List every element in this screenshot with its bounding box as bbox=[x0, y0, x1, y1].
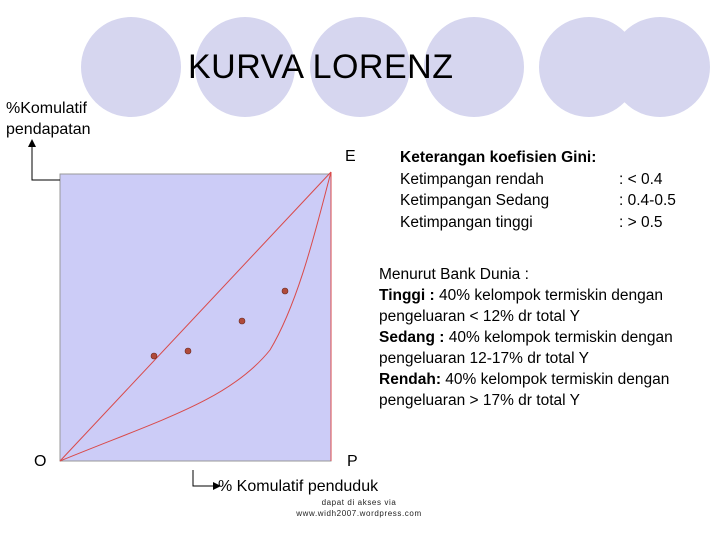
y-axis-arrow bbox=[28, 139, 36, 147]
y-axis-label-line2: pendapatan bbox=[6, 121, 91, 138]
data-point bbox=[151, 353, 157, 359]
label-o: O bbox=[34, 453, 47, 470]
criteria-sedang-key: Sedang : bbox=[379, 329, 445, 346]
source-note bbox=[288, 497, 430, 519]
criteria-rendah bbox=[379, 369, 719, 411]
world-bank-criteria bbox=[379, 264, 719, 411]
criteria-rendah-key: Rendah: bbox=[379, 371, 441, 388]
gini-row-value: : < 0.4 bbox=[619, 170, 663, 188]
data-point bbox=[239, 318, 245, 324]
criteria-rendah-text: 40% kelompok termiskin dengan pengeluaran > 17% dr total Y bbox=[379, 371, 670, 409]
gini-heading: Keterangan koefisien Gini: bbox=[400, 149, 597, 166]
x-axis-label: % Komulatif penduduk bbox=[218, 478, 379, 495]
gini-row-label: Ketimpangan tinggi bbox=[400, 213, 533, 231]
criteria-tinggi-text: 40% kelompok termiskin dengan pengeluaran < 12% dr total Y bbox=[379, 287, 664, 325]
gini-row-label: Ketimpangan rendah bbox=[400, 170, 544, 188]
source-line2: www.widh2007.wordpress.com bbox=[296, 509, 422, 518]
gini-row bbox=[400, 169, 676, 191]
y-axis-label bbox=[6, 98, 91, 140]
gini-row-label: Ketimpangan Sedang bbox=[400, 192, 550, 209]
source-line1: dapat di akses via bbox=[321, 498, 397, 507]
x-axis-bracket bbox=[193, 470, 215, 486]
gini-row-value: : > 0.5 bbox=[619, 213, 663, 231]
data-point bbox=[282, 288, 288, 294]
gini-row-value: : 0.4-0.5 bbox=[619, 192, 676, 209]
y-axis-label-line1: %Komulatif bbox=[6, 100, 87, 117]
criteria-sedang-text: 40% kelompok termiskin dengan pengeluaran 12-17% dr total Y bbox=[379, 329, 673, 367]
gini-legend bbox=[400, 147, 676, 233]
slide-title: KURVA LORENZ bbox=[188, 48, 454, 86]
label-e: E bbox=[345, 148, 356, 165]
y-axis-bracket bbox=[32, 145, 60, 180]
criteria-tinggi-key: Tinggi : bbox=[379, 287, 435, 304]
label-p: P bbox=[347, 453, 358, 470]
criteria-sedang bbox=[379, 327, 719, 369]
gini-row bbox=[400, 212, 676, 234]
criteria-tinggi bbox=[379, 285, 719, 327]
world-bank-heading: Menurut Bank Dunia : bbox=[379, 266, 529, 283]
data-point bbox=[185, 348, 191, 354]
gini-row bbox=[400, 190, 676, 212]
